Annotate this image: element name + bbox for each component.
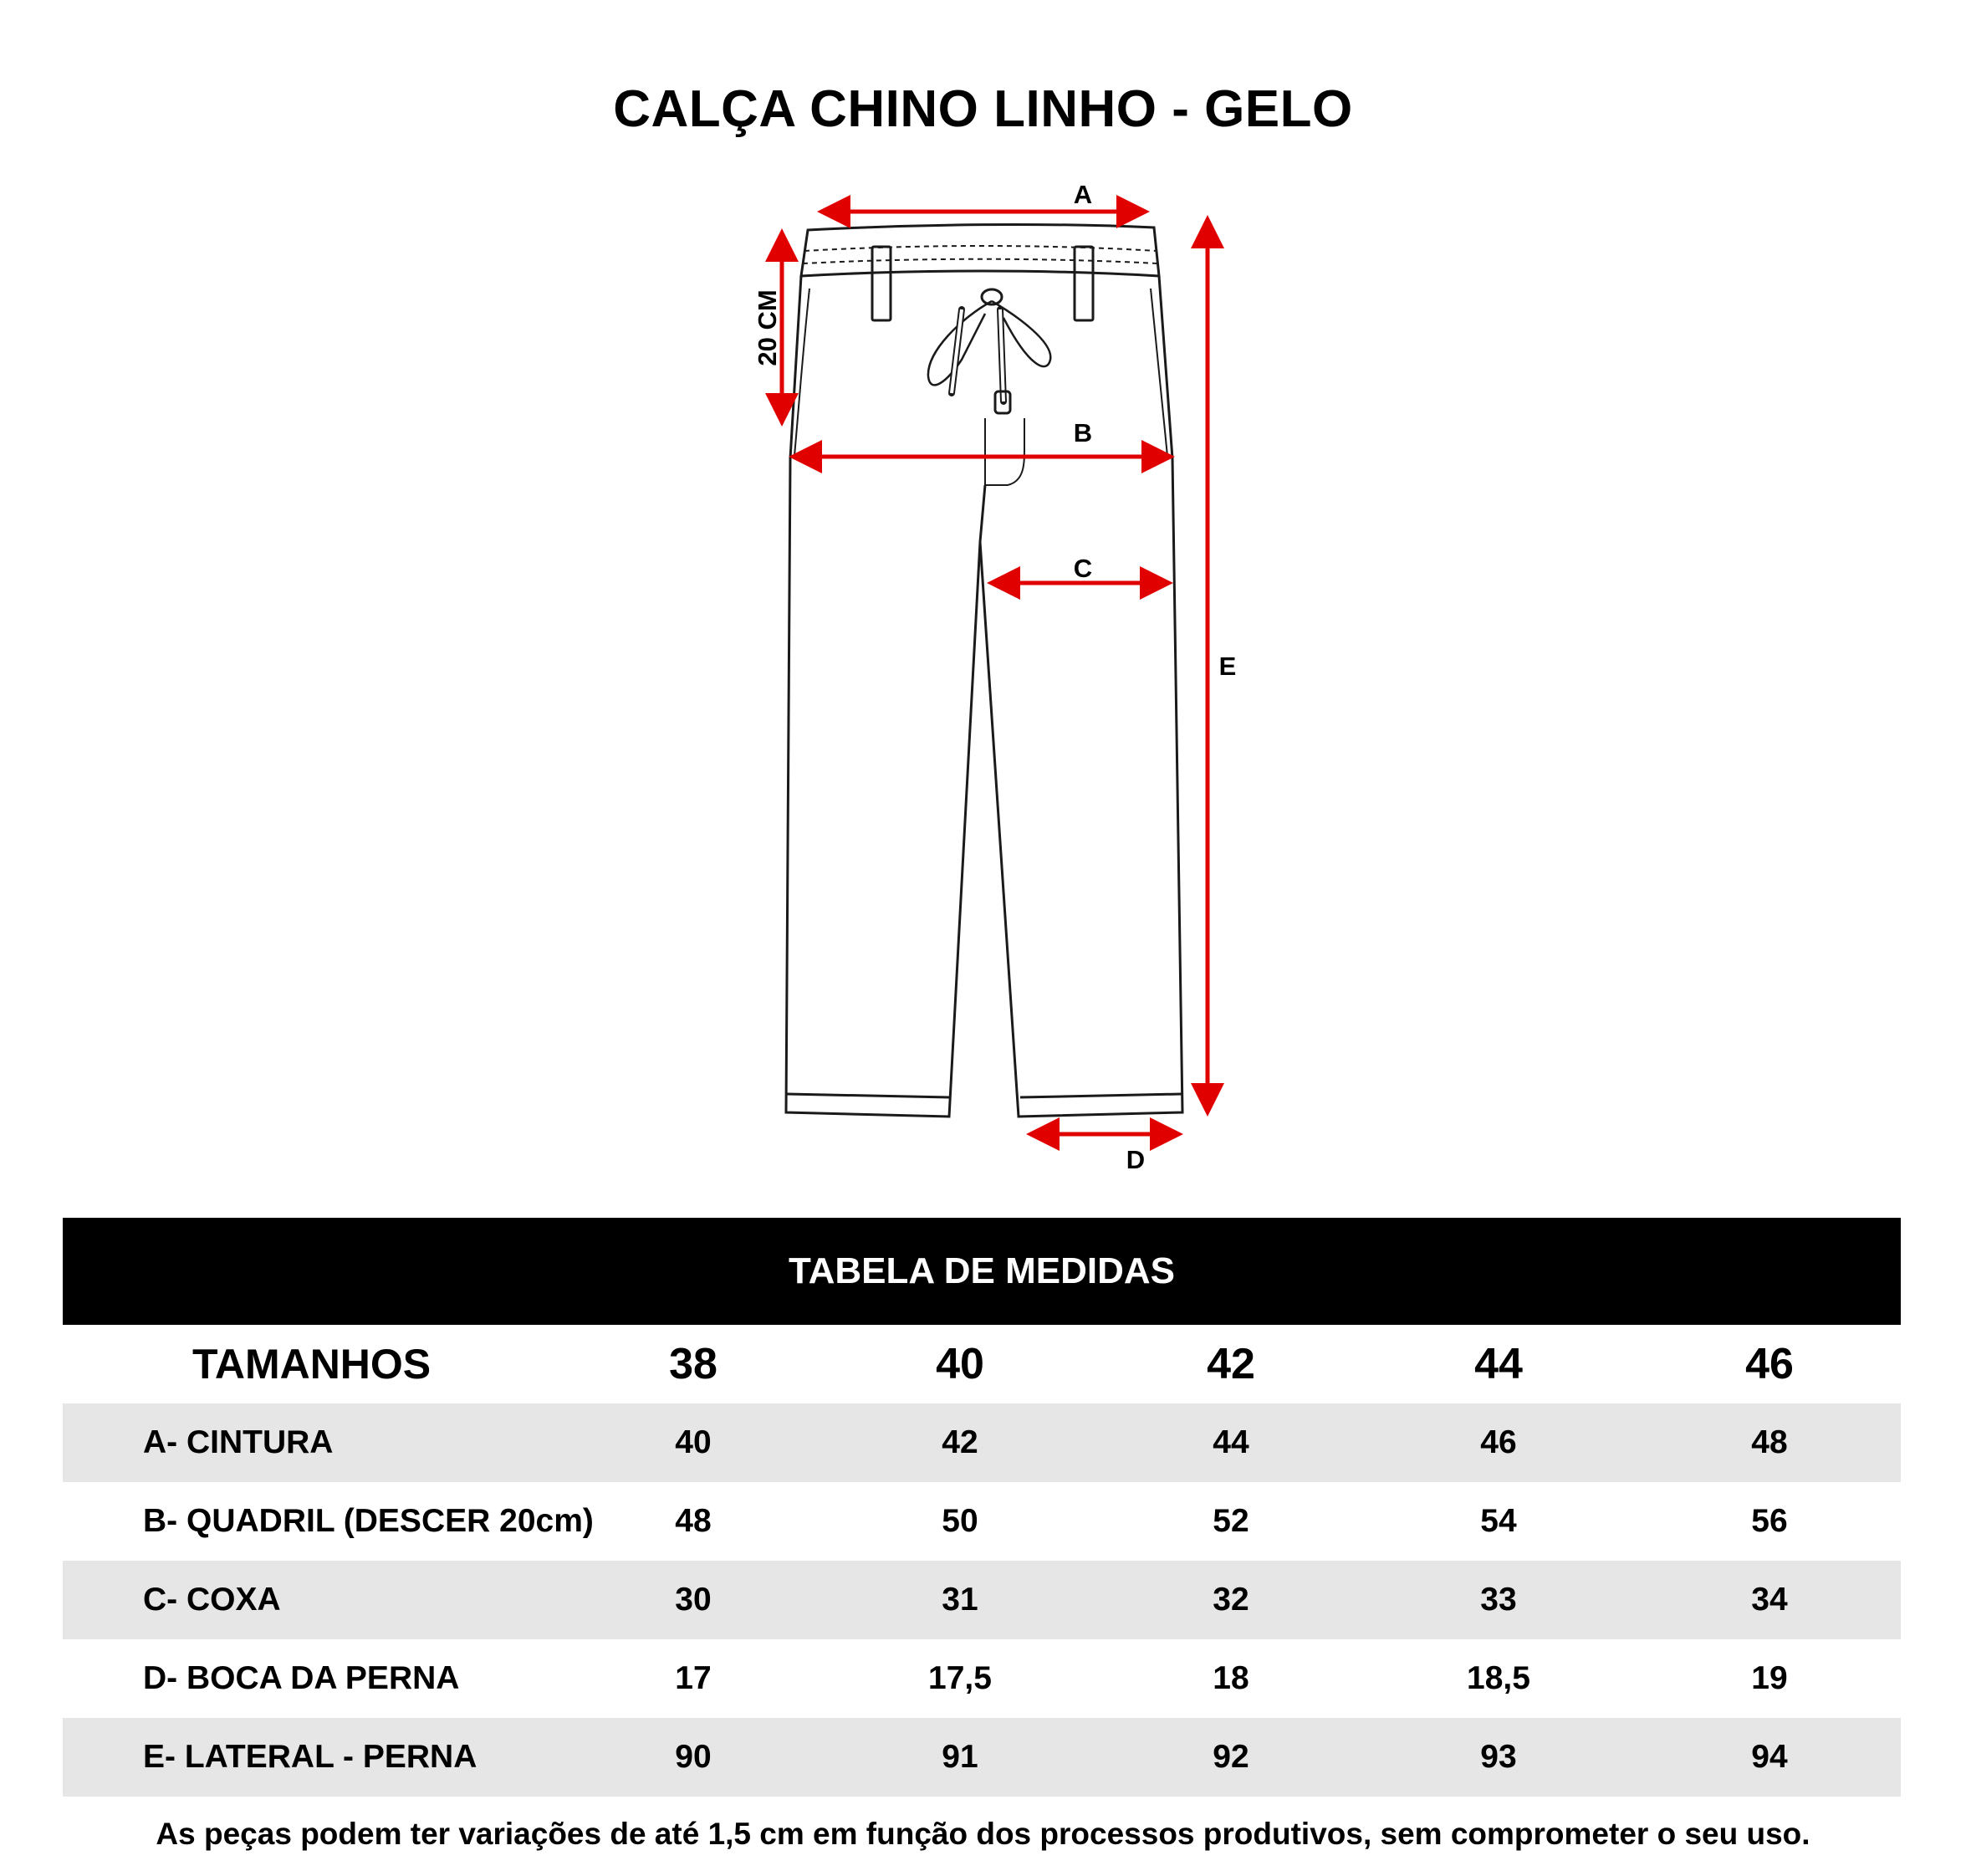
row-label: A- CINTURA — [143, 1424, 334, 1460]
table-row — [63, 1561, 1901, 1639]
row-value: 40 — [675, 1424, 712, 1460]
row-value: 48 — [1751, 1424, 1788, 1460]
size-42: 42 — [1207, 1340, 1255, 1388]
table-row — [63, 1482, 1901, 1561]
row-value: 54 — [1480, 1503, 1517, 1539]
row-value: 31 — [942, 1582, 978, 1618]
dimension-arrows — [782, 212, 1208, 1134]
size-38: 38 — [669, 1340, 717, 1388]
table-row — [63, 1403, 1901, 1482]
sizes-label: TAMANHOS — [192, 1341, 431, 1388]
row-value: 94 — [1751, 1739, 1788, 1775]
row-value: 17,5 — [928, 1660, 992, 1696]
row-value: 33 — [1480, 1582, 1517, 1618]
table-row — [63, 1639, 1901, 1718]
pants-outline — [786, 224, 1182, 1117]
row-value: 44 — [1213, 1424, 1249, 1460]
row-value: 32 — [1213, 1582, 1249, 1618]
row-value: 30 — [675, 1582, 712, 1618]
row-value: 17 — [675, 1660, 712, 1696]
row-label: B- QUADRIL (DESCER 20cm) — [143, 1503, 594, 1539]
row-label: D- BOCA DA PERNA — [143, 1660, 460, 1696]
row-value: 93 — [1480, 1739, 1517, 1775]
label-d: D — [1126, 1145, 1146, 1174]
label-offset: 20 CM — [753, 289, 782, 366]
row-value: 91 — [942, 1739, 978, 1775]
page-title: CALÇA CHINO LINHO - GELO — [613, 80, 1353, 138]
size-40: 40 — [936, 1340, 984, 1388]
row-value: 52 — [1213, 1503, 1249, 1539]
row-value: 92 — [1213, 1739, 1249, 1775]
label-a: A — [1073, 180, 1093, 209]
size-44: 44 — [1474, 1340, 1523, 1388]
row-value: 46 — [1480, 1424, 1517, 1460]
row-value: 42 — [942, 1424, 978, 1460]
size-46: 46 — [1745, 1340, 1794, 1388]
row-value: 56 — [1751, 1503, 1788, 1539]
row-value: 90 — [675, 1739, 712, 1775]
footnote: As peças podem ter variações de até 1,5 cm em função dos processos produtivos, sem comprometer o seu uso. — [156, 1817, 1810, 1851]
row-value: 18 — [1213, 1660, 1249, 1696]
label-b: B — [1073, 418, 1093, 447]
row-value: 50 — [942, 1503, 978, 1539]
row-value: 48 — [675, 1503, 712, 1539]
label-e: E — [1218, 652, 1237, 681]
row-label: C- COXA — [143, 1582, 281, 1618]
row-value: 18,5 — [1467, 1660, 1530, 1696]
label-c: C — [1073, 554, 1093, 583]
table-row — [63, 1718, 1901, 1797]
sizes-row — [63, 1325, 1901, 1403]
table-header: TABELA DE MEDIDAS — [63, 1218, 1901, 1325]
row-label: E- LATERAL - PERNA — [143, 1739, 477, 1775]
row-value: 19 — [1751, 1660, 1788, 1696]
row-value: 34 — [1751, 1582, 1788, 1618]
